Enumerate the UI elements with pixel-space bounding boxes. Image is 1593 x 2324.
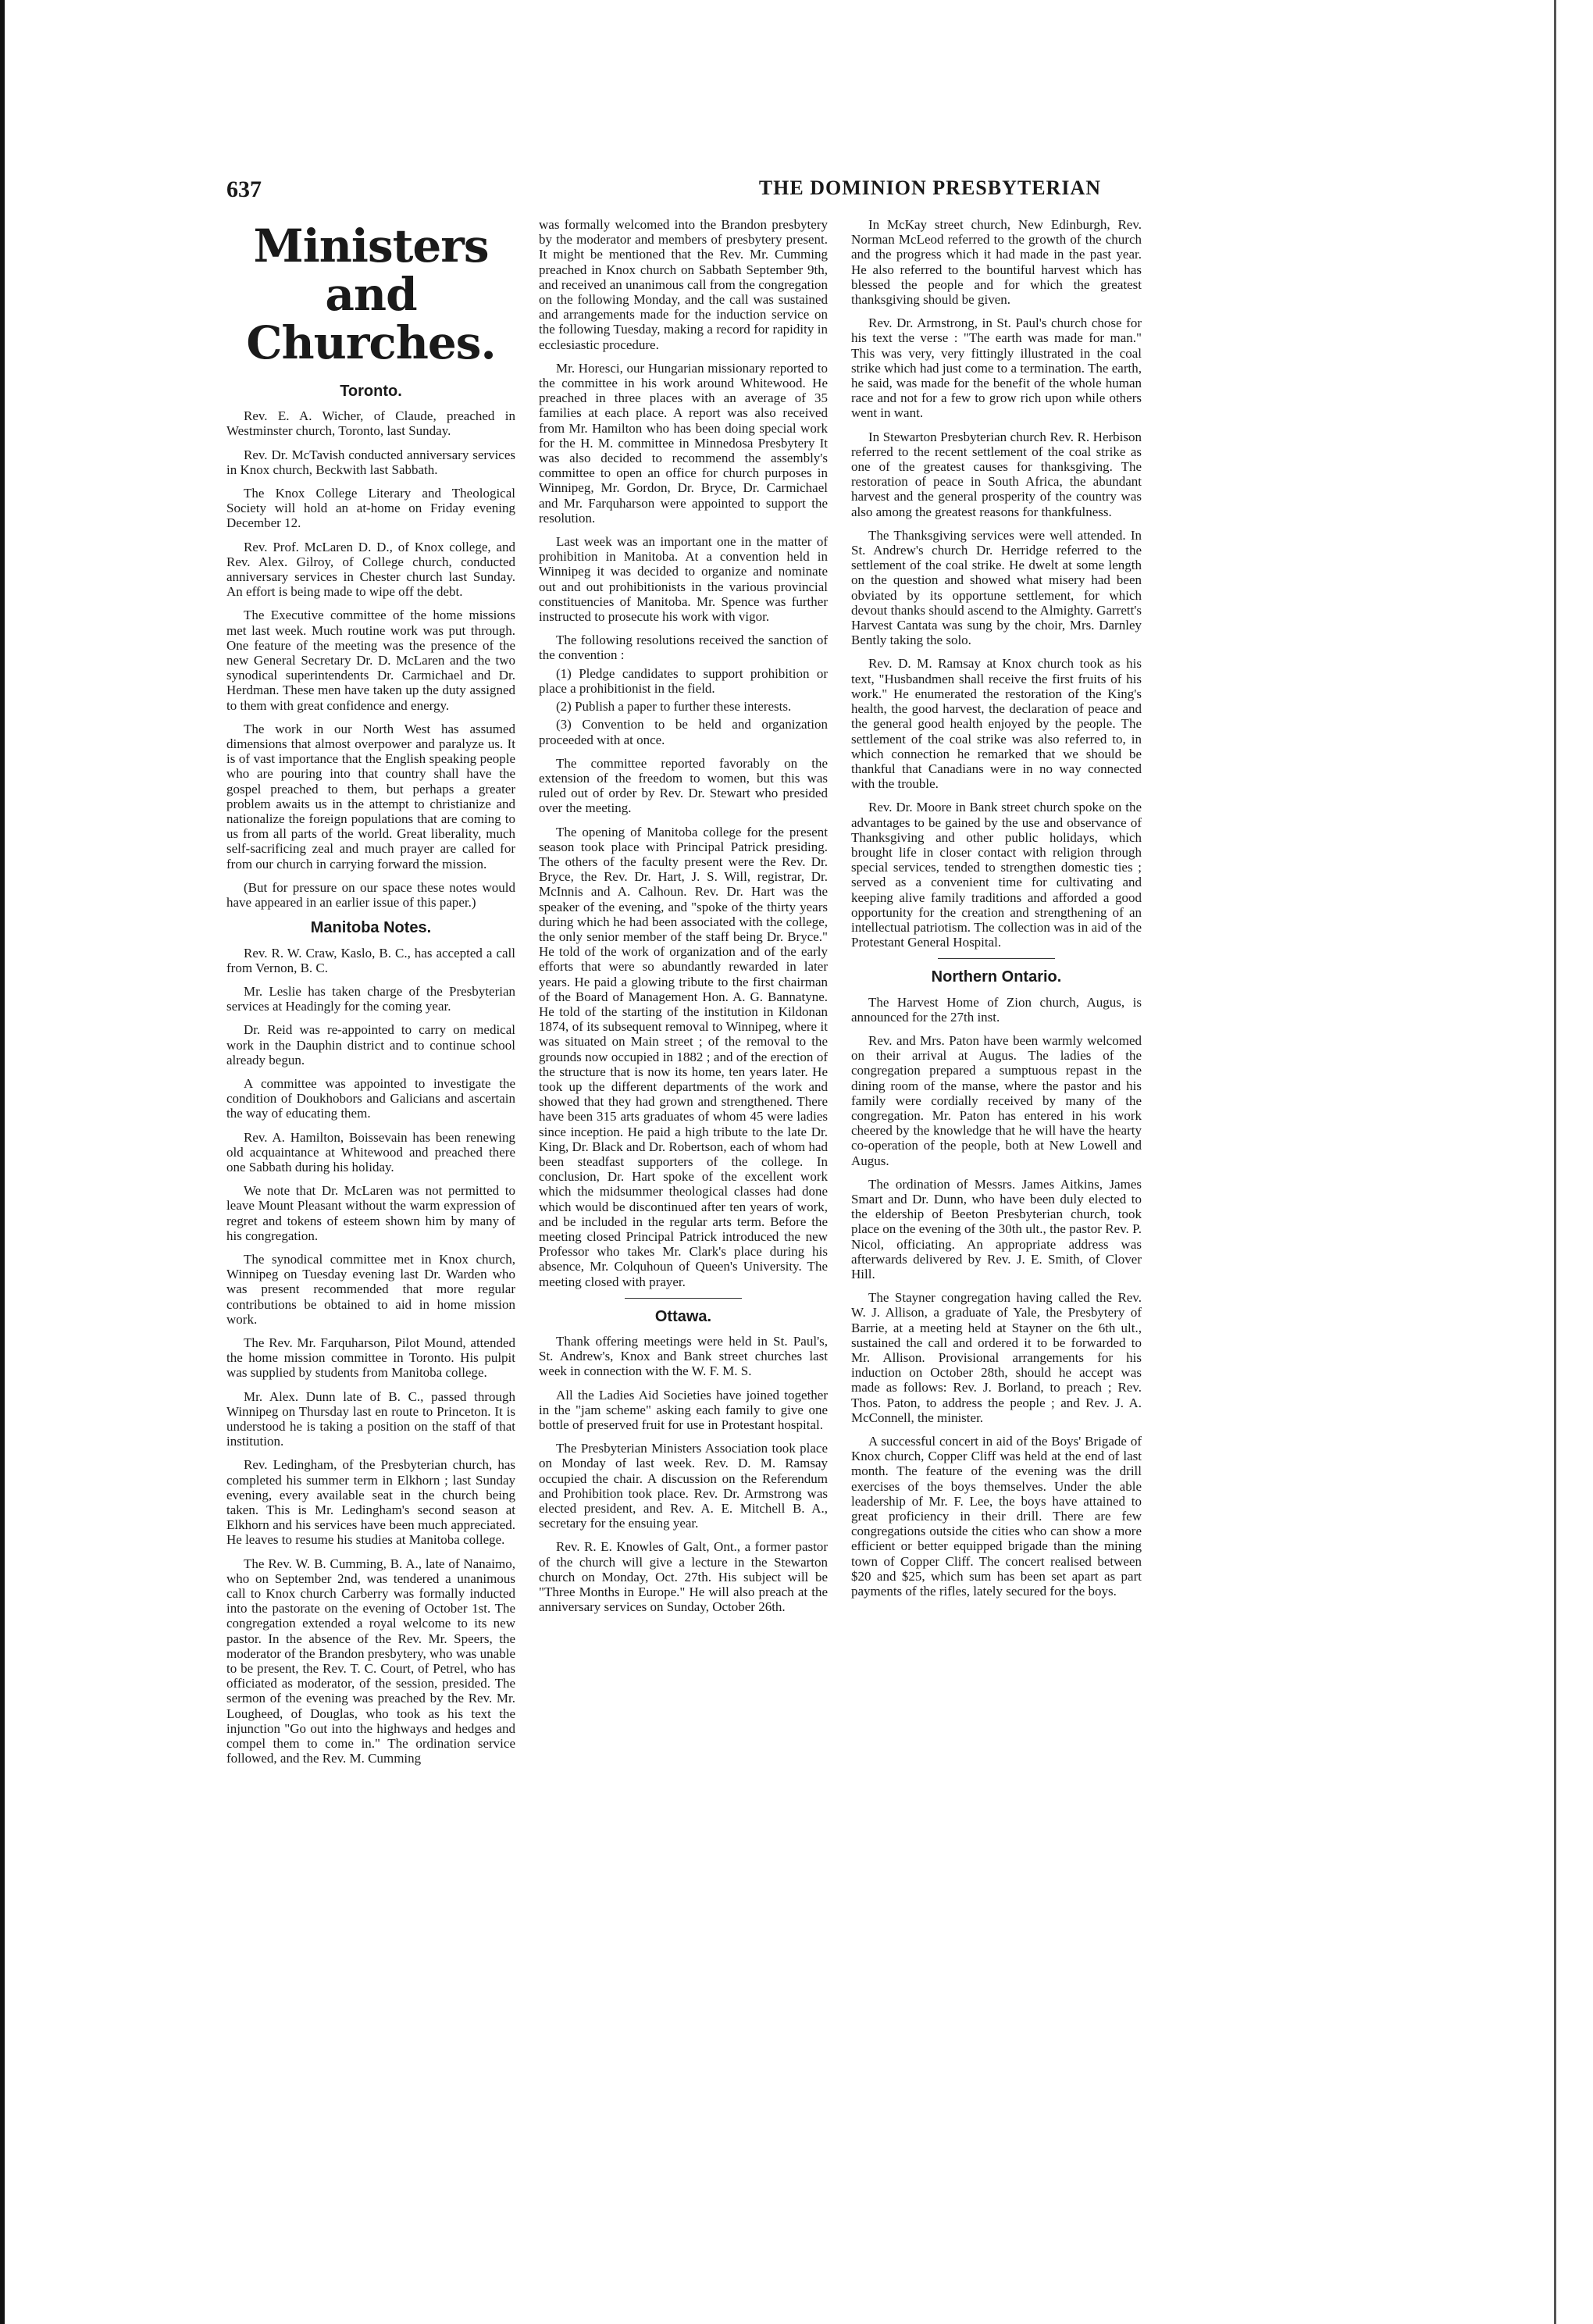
paragraph: Rev. D. M. Ramsay at Knox church took as his text, "Husbandmen shall receive the first fruits of his work." He enumerated the restoration of the King's health, the good harvest, the declaration of peace and the general good health enjoyed by the people. The settlement of the coal strike was also referred to, in which connection he remarked that we should be thankful that Canadians were in no way connected with the trouble. [851, 656, 1142, 792]
paragraph: In Stewarton Presbyterian church Rev. R. Herbison referred to the recent settlement of the coal strike as one of the greatest causes for thanksgiving. The restoration of peace in South Africa, the abundant harvest and the general prosperity of the country was also among the greatest reasons for thankfulness. [851, 429, 1142, 519]
heading-ottawa: Ottawa. [654, 1307, 712, 1325]
paragraph: Mr. Horesci, our Hungarian missionary reported to the committee in his work around Whitewood. He preached in three places with an average of 35 families at each place. A report was also received from Mr. Hamilton who has been doing special work for the H. M. committee in Minnedosa Presbytery It was also decided to recommend the assembly's committee to open an office for church purposes in Winnipeg, Mr. Gordon, Dr. Bryce, Dr. Carmichael and Mr. Farquharson were appointed to support the resolution. [539, 360, 828, 526]
paragraph: Rev. A. Hamilton, Boissevain has been renewing old acquaintance at Whitewood and preached there one Sabbath during his holiday. [226, 1129, 515, 1174]
column-2 [539, 217, 828, 1623]
heading-manitoba: Manitoba Notes. [310, 919, 432, 937]
paragraph: A committee was appointed to investigate the condition of Doukhobors and Galicians and ascertain the way of educating them. [226, 1075, 515, 1121]
scan-border [0, 0, 5, 2324]
paragraph: The Knox College Literary and Theological Society will hold an at-home on Friday evening December 12. [226, 486, 515, 531]
paragraph: The opening of Manitoba college for the present season took place with Principal Patrick presiding. The others of the faculty present were the Rev. Dr. Bryce, the Rev. Dr. Hart, J. S. Will, registrar, Dr. McInnis and A. Calhoun. Rev. Dr. Hart was the speaker of the evening, and "spoke of the thirty years during which he had been associated with the college, the only senior member of the staff being Dr. Bryce." He told of the work of organization and of the early efforts that were so abundantly rewarded in later years. He paid a glowing tribute to the first chairman of the Board of Management Hon. A. G. Bannatyne. He told of the starting of the institution in Kildonan 1874, of its subsequent removal to Winnipeg, where it was situated on Main street ; of the removal to the grounds now occupied in 1882 ; and of the erection of the structure that is now its home, ten years later. He took up the different departments of the work and showed that they had grown and strengthened. There have been 315 arts graduates of whom 45 were ladies since inception. He paid a high tribute to the late Dr. King, Dr. Black and Dr. Robertson, each of whom had been steadfast supporters of the college. In conclusion, Dr. Hart spoke of the excellent work which the midsummer theological classes had done which would be discontinued after ten years of work, and be included in the regular arts term. Before the meeting closed Principal Patrick introduced the new Professor who takes Mr. Clark's place during his absence, Mr. Colquhoun of Queen's University. The meeting closed with prayer. [539, 824, 828, 1289]
paragraph: The Presbyterian Ministers Association took place on Monday of last week. Rev. D. M. Ramsay occupied the chair. A discussion on the Referendum and Prohibition took place. Rev. Dr. Armstrong was elected president, and Rev. A. E. Mitchell B. A., secretary for the ensuing year. [539, 1441, 828, 1531]
paragraph: Rev. E. A. Wicher, of Claude, preached in Westminster church, Toronto, last Sunday. [226, 408, 515, 439]
paragraph: The committee reported favorably on the extension of the freedom to women, but this was ruled out of order by Rev. Dr. Stewart who presided over the meeting. [539, 755, 828, 816]
paragraph: All the Ladies Aid Societies have joined together in the "jam scheme" asking each family to give one bottle of preserved fruit for use in Protestant hospital. [539, 1387, 828, 1433]
paragraph: The Rev. Mr. Farquharson, Pilot Mound, attended the home mission committee in Toronto. His pulpit was supplied by students from Manitoba college. [226, 1335, 515, 1381]
section-divider [938, 958, 1055, 959]
editor-note: (But for pressure on our space these notes would have appeared in an earlier issue of this paper.) [226, 879, 515, 911]
paragraph: We note that Dr. McLaren was not permitted to leave Mount Pleasant without the warm expression of regret and tokens of esteem shown him by many of his congregation. [226, 1183, 515, 1243]
paragraph: Rev. Prof. McLaren D. D., of Knox college, and Rev. Alex. Gilroy, of College church, conducted anniversary services in Chester church last Sunday. An effort is being made to wipe off the debt. [226, 539, 515, 600]
paragraph: The work in our North West has assumed dimensions that almost overpower and paralyze us. It is of vast importance that the English speaking people who are pouring into that country shall have the gospel preached to them, but perhaps a greater problem awaits us in the attempt to christianize and nationalize the foreign populations that are coming to us from all parts of the world. Great liberality, much self-sacrificing zeal and much prayer are called for from our church in carrying forward the mission. [226, 721, 515, 872]
paragraph: was formally welcomed into the Brandon presbytery by the moderator and members of presbytery present. It might be mentioned that the Rev. Mr. Cumming preached in Knox church on Sabbath September 9th, and received an unanimous call from the congregation on the following Monday, and the call was sustained and arrangements made for the induction service on the following Tuesday, making a record for rapidity in ecclesiastic procedure. [539, 217, 828, 352]
paragraph: The Thanksgiving services were well attended. In St. Andrew's church Dr. Herridge referred to the settlement of the coal strike. He dwelt at some length on the question and showed what misery had been obviated by its opportune settlement, for which devout thanks should ascend to the Almighty. Garrett's Harvest Cantata was sung by the choir, Mrs. Darnley Bently taking the solo. [851, 527, 1142, 648]
paragraph: Rev. R. E. Knowles of Galt, Ont., a former pastor of the church will give a lecture in the Stewarton church on Monday, Oct. 27th. His subject will be "Three Months in Europe." He will also preach at the anniversary services on Sunday, October 26th. [539, 1539, 828, 1615]
page-edge-rule [1554, 0, 1556, 2324]
paragraph: Thank offering meetings were held in St. Paul's, St. Andrew's, Knox and Bank street churches last week in connection with the W. F. M. S. [539, 1334, 828, 1379]
paragraph: Rev. Dr. Armstrong, in St. Paul's church chose for his text the verse : "The earth was made for man." This was very, very fittingly illustrated in the coal strike which had just come to a termination. The earth, he said, was made for the benefit of the whole human race and not for a few to grow rich upon while others went in want. [851, 315, 1142, 421]
paragraph: The Rev. W. B. Cumming, B. A., late of Nanaimo, who on September 2nd, was tendered a unanimous call to Knox church Carberry was formally inducted into the pastorate on the evening of October 1st. The congregation extended a royal welcome to its new pastor. In the absence of the Rev. Mr. Speers, the moderator of the Brandon presbytery, who was unable to be present, the Rev. T. C. Court, of Petrel, who has officiated as moderator, of the session, presided. The sermon of the evening was preached by the Rev. Mr. Lougheed, of Douglas, who took as his text the injunction "Go out into the highways and hedges and compel them to come in." The ordination service followed, and the Rev. M. Cumming [226, 1556, 515, 1766]
section-title: Ministers and Churches. [246, 219, 496, 369]
paragraph: Rev. Ledingham, of the Presbyterian church, has completed his summer term in Elkhorn ; last Sunday evening, every available seat in the church being taken. This is Mr. Ledingham's second season at Elkhorn and his services have been much appreciated. He leaves to resume his studies at Manitoba college. [226, 1457, 515, 1548]
column-1 [226, 217, 515, 1774]
paragraph: The Executive committee of the home missions met last week. Much routine work was put through. One feature of the meeting was the presence of the new General Secretary Dr. D. McLaren and the two synodical superintendents Dr. Carmichael and Dr. Herdman. These men have taken up the duty assigned to them with great confidence and energy. [226, 608, 515, 713]
heading-northern-ontario: Northern Ontario. [931, 968, 1062, 986]
paragraph: The synodical committee met in Knox church, Winnipeg on Tuesday evening last Dr. Warden who was present recommended that more regular contributions be obtained to aid in home mission work. [226, 1251, 515, 1327]
paragraph: The Stayner congregation having called the Rev. W. J. Allison, a graduate of Yale, the Presbytery of Barrie, at a meeting held at Stayner on the 6th ult., sustained the call and ordered it to be forwarded to Mr. Allison. Provisional arrangements for his induction on October 28th, should he accept was made as follows: Rev. J. Borland, to preach ; Rev. Thos. Paton, to address the people ; and Rev. J. A. McConnell, the minister. [851, 1290, 1142, 1425]
page-number: 637 [226, 176, 262, 202]
list-item: (2) Publish a paper to further these interests. [556, 699, 792, 715]
paragraph: Rev. Dr. McTavish conducted anniversary services in Knox church, Beckwith last Sabbath. [226, 447, 515, 477]
heading-toronto: Toronto. [340, 383, 402, 400]
page-header [226, 176, 1101, 208]
section-divider [625, 1298, 742, 1299]
column-3 [851, 217, 1142, 1607]
paragraph: A successful concert in aid of the Boys' Brigade of Knox church, Copper Cliff was held at the end of last month. The feature of the evening was the drill exercises of the boys themselves. Under the able leadership of Mr. F. Lee, the boys have attained to great proficiency in their drill. There are few congregations outside the cities who can show a more efficient or better equipped brigade than the mining town of Copper Cliff. The concert realised between $20 and $25, which sum has been set apart as part payments of the rifles, lately secured for the boys. [851, 1434, 1142, 1599]
list-item: (1) Pledge candidates to support prohibition or place a prohibitionist in the field. [539, 665, 828, 696]
running-head: THE DOMINION PRESBYTERIAN [758, 176, 1101, 199]
paragraph: In McKay street church, New Edinburgh, Rev. Norman McLeod referred to the growth of the church and the progress which it had made in the past year. He also referred to the bountiful harvest which has blessed the people and for which the greatest thanksgiving should be given. [851, 217, 1142, 308]
list-item: (3) Convention to be held and organization proceeded with at once. [539, 717, 828, 747]
paragraph: The ordination of Messrs. James Aitkins, James Smart and Dr. Dunn, who have been duly elected to the eldership of Beeton Presbyterian church, took place on the evening of the 30th ult., the pastor Rev. P. Nicol, officiating. An appropriate address was afterwards delivered by Rev. J. E. Smith, of Clover Hill. [851, 1176, 1142, 1281]
paragraph: Rev. R. W. Craw, Kaslo, B. C., has accepted a call from Vernon, B. C. [226, 945, 515, 975]
paragraph: The following resolutions received the sanction of the convention : [539, 633, 828, 663]
paragraph: Rev. Dr. Moore in Bank street church spoke on the advantages to be gained by the use and observance of Thanksgiving and other public holidays, which brought life in closer contact with religion through special services, tended to strengthen domestic ties ; served as a convenient time for cultivating and keeping alive family traditions and afforded a good opportunity for the creation and strengthening of an intellectual patriotism. The collection was in aid of the Protestant General Hospital. [851, 800, 1142, 950]
paragraph: Mr. Leslie has taken charge of the Presbyterian services at Headingly for the coming year. [226, 983, 515, 1014]
paragraph: Dr. Reid was re-appointed to carry on medical work in the Dauphin district and to continue school already begun. [226, 1022, 515, 1068]
paragraph: Last week was an important one in the matter of prohibition in Manitoba. At a convention held in Winnipeg it was decided to organize and nominate out and out prohibitionists in the various provincial constituencies of Manitoba. Mr. Spence was further instructed to prosecute his work with vigor. [539, 534, 828, 625]
paragraph: Mr. Alex. Dunn late of B. C., passed through Winnipeg on Thursday last en route to Princeton. It is understood he is taking a position on the staff of that institution. [226, 1388, 515, 1449]
paragraph: The Harvest Home of Zion church, Augus, is announced for the 27th inst. [851, 994, 1142, 1025]
paragraph: Rev. and Mrs. Paton have been warmly welcomed on their arrival at Augus. The ladies of the congregation prepared a sumptuous repast in the dining room of the manse, where the pastor and his family were cordially received by many of the congregation. Mr. Paton has entered in his work cheered by the knowledge that he will have the hearty co-operation of the people, both at New Lowell and Augus. [851, 1032, 1142, 1168]
